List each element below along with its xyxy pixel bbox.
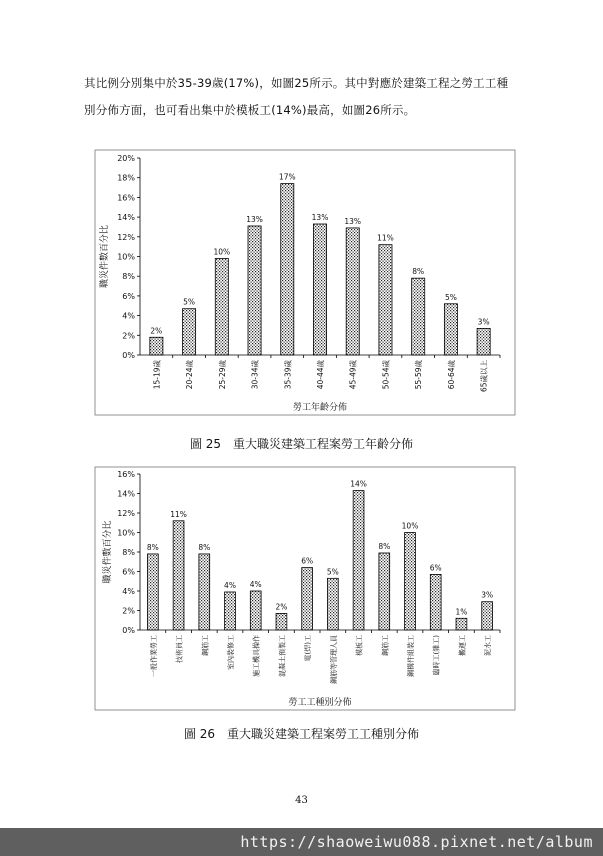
figure-26-caption: 圖 26 重大職災建築工程案勞工工種別分佈	[183, 727, 420, 741]
bar-data-label: 8%	[378, 541, 391, 551]
y-axis-label: 職災件數百分比	[103, 520, 113, 584]
x-tick-label: 45-49歲	[348, 360, 358, 390]
x-tick-label: 室內裝修工	[227, 635, 235, 670]
x-tick-label: 15-19歲	[152, 360, 162, 390]
bar	[173, 521, 184, 630]
bar-data-label: 2%	[275, 602, 288, 612]
bar	[353, 491, 364, 630]
bar-data-label: 2%	[150, 326, 163, 336]
x-tick-label: 鋼構件組裝工	[407, 635, 415, 677]
y-tick-label: 4%	[122, 311, 135, 321]
y-tick-label: 12%	[117, 232, 135, 242]
paragraph-line-1: 其比例分別集中於35-39歲(17%)，如圖25所示。其中對應於建築工程之勞工工種	[84, 76, 509, 90]
bar	[281, 184, 294, 355]
y-tick-label: 14%	[117, 489, 135, 499]
x-tick-label: 鋼筋工	[201, 635, 210, 656]
bar-data-label: 6%	[301, 556, 314, 566]
x-tick-label: 一般作業勞工	[149, 635, 158, 677]
bar-data-label: 14%	[350, 479, 367, 489]
bar	[405, 533, 416, 631]
bar	[412, 278, 425, 355]
y-tick-label: 6%	[122, 567, 135, 577]
y-tick-label: 4%	[122, 587, 135, 596]
bar	[430, 574, 441, 630]
bar-data-label: 13%	[246, 214, 263, 224]
y-tick-label: 10%	[117, 528, 135, 538]
y-tick-label: 0%	[122, 351, 135, 360]
x-axis-label: 勞工年齡分佈	[292, 403, 348, 413]
bar	[183, 309, 196, 355]
bar	[482, 602, 493, 630]
x-tick-label: 技術員工	[175, 635, 184, 663]
bar	[477, 328, 490, 355]
bar-data-label: 8%	[412, 267, 425, 277]
bar	[302, 568, 313, 630]
x-tick-label: 35-39歲	[283, 360, 293, 390]
bar-data-label: 8%	[146, 542, 159, 552]
y-tick-label: 12%	[117, 509, 135, 518]
bar-data-label: 10%	[213, 247, 231, 257]
bar	[150, 337, 163, 355]
bar-data-label: 13%	[344, 216, 362, 226]
x-tick-label: 30-34歲	[250, 360, 260, 390]
y-tick-label: 2%	[122, 331, 135, 341]
bar-data-label: 1%	[455, 607, 468, 617]
y-tick-label: 16%	[117, 470, 135, 479]
x-tick-label: 混凝土預製工	[278, 635, 287, 677]
bar	[250, 591, 261, 630]
bar	[199, 554, 210, 630]
page-number: 43	[295, 795, 308, 806]
x-tick-label: 鋼筋工	[381, 635, 390, 656]
age-distribution-chart	[0, 148, 603, 428]
bar	[248, 226, 261, 355]
figure-25-caption: 圖 25 重大職災建築工程案勞工年齡分佈	[189, 437, 414, 451]
bar	[313, 224, 326, 355]
y-tick-label: 20%	[117, 154, 135, 163]
bar	[225, 592, 236, 630]
bar	[276, 613, 287, 630]
x-tick-label: 電(焊)工	[304, 635, 313, 662]
bar	[215, 258, 228, 355]
bar-data-label: 6%	[429, 563, 442, 573]
bar	[346, 228, 359, 355]
bar-data-label: 8%	[198, 542, 211, 552]
bar-data-label: 10%	[401, 521, 419, 531]
x-tick-label: 40-44歲	[316, 360, 325, 390]
y-tick-label: 14%	[117, 213, 135, 223]
bar	[147, 554, 158, 630]
bar-data-label: 5%	[326, 567, 339, 577]
bar-data-label: 5%	[183, 297, 196, 307]
x-tick-label: 65歲以上	[479, 360, 489, 393]
bar-data-label: 11%	[170, 509, 187, 519]
trade-distribution-chart	[0, 465, 603, 715]
x-tick-label: 55-59歲	[414, 360, 424, 390]
y-tick-label: 16%	[117, 193, 135, 203]
x-tick-label: 模板工	[355, 635, 364, 656]
x-tick-label: 施工機具操作	[252, 635, 261, 677]
bar	[327, 578, 338, 630]
y-tick-label: 6%	[122, 291, 135, 301]
x-tick-label: 50-54歲	[381, 360, 391, 390]
bar-data-label: 13%	[311, 212, 329, 222]
y-tick-label: 8%	[122, 272, 135, 282]
x-axis-label: 勞工工種別分佈	[288, 698, 352, 708]
y-tick-label: 0%	[122, 626, 135, 635]
x-tick-label: 鋼筋等管理人員	[329, 635, 338, 684]
y-tick-label: 2%	[122, 606, 135, 616]
bar-data-label: 17%	[278, 172, 296, 182]
bar-data-label: 3%	[481, 590, 494, 600]
bar-data-label: 11%	[377, 233, 394, 243]
paragraph-line-2: 別分佈方面，也可看出集中於模板工(14%)最高，如圖26所示。	[84, 103, 416, 117]
bar	[379, 245, 392, 355]
x-tick-label: 25-29歲	[217, 360, 227, 390]
y-axis-label: 職災件數百分比	[100, 224, 110, 289]
bar-data-label: 4%	[224, 580, 236, 590]
bar-data-label: 5%	[444, 292, 457, 302]
y-tick-label: 10%	[117, 252, 135, 262]
x-tick-label: 20-24歲	[185, 360, 195, 390]
bar	[444, 304, 457, 355]
x-tick-label: 60-64歲	[446, 360, 456, 390]
bar	[456, 618, 467, 630]
x-tick-label: 泥水工	[484, 635, 493, 656]
y-tick-label: 18%	[117, 173, 135, 183]
bar	[379, 553, 390, 630]
x-tick-label: 搬運工	[458, 635, 467, 656]
x-tick-label: 臨時工(雜工)	[432, 635, 441, 676]
watermark-url: https://shaoweiwu088.pixnet.net/album	[0, 828, 603, 856]
bar-data-label: 3%	[477, 317, 490, 327]
bar-data-label: 4%	[249, 580, 262, 589]
y-tick-label: 8%	[122, 548, 135, 557]
